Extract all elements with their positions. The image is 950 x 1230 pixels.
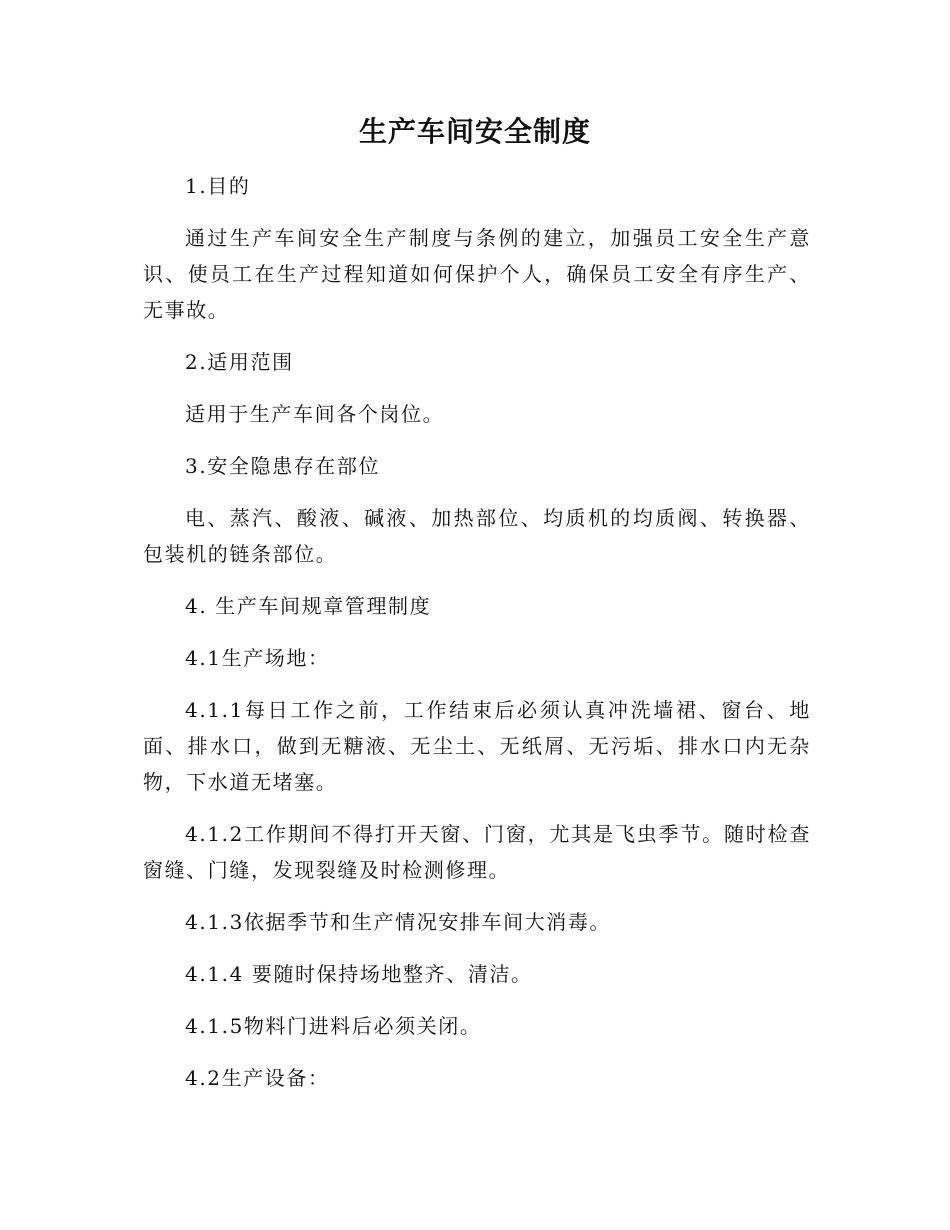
paragraph-hazards: 电、蒸汽、酸液、碱液、加热部位、均质机的均质阀、转换器、包装机的链条部位。 xyxy=(143,506,811,566)
heading-purpose: 1.目的 xyxy=(185,174,251,198)
document-title: 生产车间安全制度 xyxy=(358,115,591,148)
heading-rules: 4. 生产车间规章管理制度 xyxy=(185,594,432,618)
paragraph-4-1-2: 4.1.2工作期间不得打开天窗、门窗，尤其是飞虫季节。随时检查窗缝、门缝，发现裂缝及时检测修理。 xyxy=(143,822,811,882)
paragraph-4-1-3: 4.1.3依据季节和生产情况安排车间大消毒。 xyxy=(185,910,612,934)
document-body xyxy=(143,168,811,1112)
subheading-site: 4.1生产场地： xyxy=(185,646,330,670)
heading-scope: 2.适用范围 xyxy=(185,350,294,374)
paragraph-4-1-1: 4.1.1每日工作之前，工作结束后必须认真冲洗墙裙、窗台、地面、排水口，做到无糖液、无尘土、无纸屑、无污垢、排水口内无杂物，下水道无堵塞。 xyxy=(143,698,811,794)
paragraph-purpose: 通过生产车间安全生产制度与条例的建立，加强员工安全生产意识、使员工在生产过程知道如何保护个人，确保员工安全有序生产、无事故。 xyxy=(143,226,811,322)
heading-hazards: 3.安全隐患存在部位 xyxy=(185,454,381,478)
paragraph-4-1-4: 4.1.4 要随时保持场地整齐、清洁。 xyxy=(185,962,533,986)
subheading-equipment: 4.2生产设备： xyxy=(185,1066,330,1090)
paragraph-4-1-5: 4.1.5物料门进料后必须关闭。 xyxy=(185,1014,482,1038)
paragraph-scope: 适用于生产车间各个岗位。 xyxy=(185,402,445,426)
